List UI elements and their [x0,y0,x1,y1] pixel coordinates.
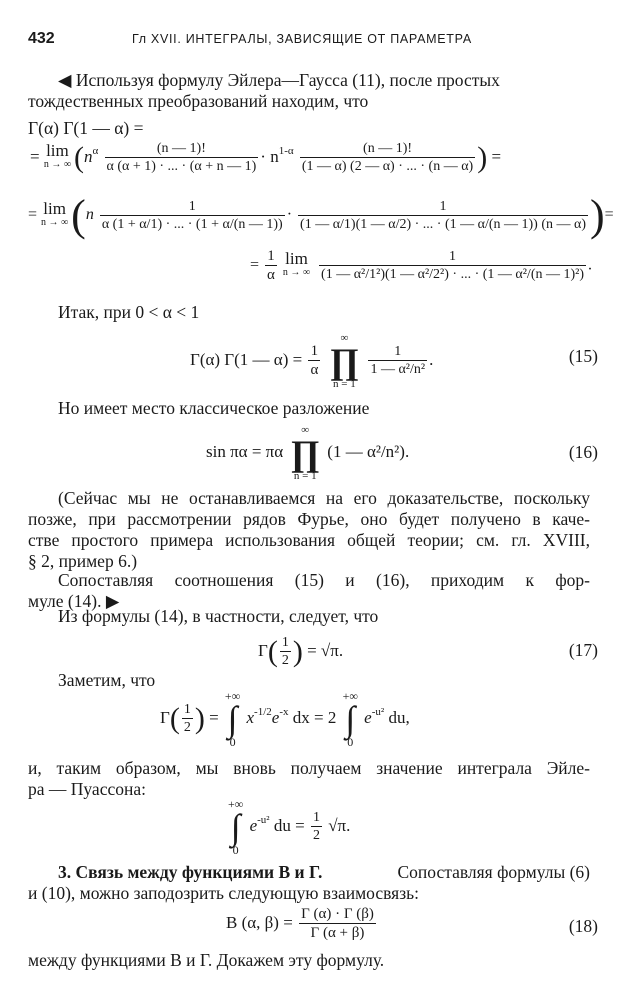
eq17-rhs: = √π. [307,640,344,660]
remark-line-2: позже, при рассмотрении рядов Фурье, оно будет получено в каче- [28,509,590,529]
lim-label: lim [285,249,308,268]
one-over-alpha-numerator: 1 [265,248,277,266]
equals-sign: = [250,256,260,274]
multiply-dot: · [286,206,293,224]
equals-sign: = [28,206,38,224]
one-over-alpha-denominator: α [267,267,275,283]
integral-2 [343,690,358,748]
section-title: 3. Связь между функциями B и Γ. [58,862,323,882]
product-sign: ∏ [329,341,360,381]
fraction-2-denominator: (1 — α/1)(1 — α/2) · ... · (1 — α/(n — 1)) (n — α) [300,216,586,232]
equals-sign-end: = [604,206,614,224]
dot-n: · n [260,146,279,166]
final-line: между функциями B и Γ. Докажем эту формулу. [28,950,385,970]
one-half-numerator: 1 [183,702,191,717]
fraction-1-denominator: α (1 + α/1) · ... · (1 + α/(n — 1)) [101,216,283,232]
equation-number-18: (18) [568,916,598,936]
e-exponent: -u² [257,813,270,826]
gamma-half-equation [160,690,410,748]
thus-line-1: и, таким образом, мы вновь получаем значение интеграла Эйле- [28,758,590,778]
one-half-denominator: 2 [312,828,320,843]
one-over-alpha [265,248,277,284]
integrand-e: e [271,707,280,727]
fraction-2-numerator: 1 [298,198,588,216]
section-line-2: и (10), можно заподозрить следующую взаимосвязь: [28,883,419,903]
fraction-1-denominator: α (α + 1) · ... · (α + n — 1) [106,159,257,174]
alpha-exponent: α [92,144,99,157]
notice-line: Заметим, что [58,670,156,690]
right-paren: ) [194,702,205,735]
product-operator [330,332,360,390]
derivation-row-1 [30,140,501,176]
lim-label: lim [46,141,69,160]
integral-2-upper: +∞ [342,689,358,703]
derivation-lhs: Γ(α) Γ(1 — α) = [28,118,144,138]
limit-fraction-numerator: 1 [319,248,586,266]
eq16-lhs: sin πα = πα [206,441,284,461]
equation-number-15: (15) [568,346,598,366]
intro-line-1: ◀ Используя формулу Эйлера—Гаусса (11), после простых [58,70,500,90]
gamma-symbol: Γ [160,707,170,727]
eq18-fraction-numerator: Γ (α) · Γ (β) [301,906,374,922]
e-exponent: -x [279,705,289,718]
equation-16 [206,424,409,482]
du: du, [388,707,410,727]
integrand-e-u: e [364,707,372,727]
remark-line-1: (Сейчас мы не останавливаемся на его доказательстве, поскольку [58,488,590,508]
classic-line: Но имеет место классическое разложение [58,398,370,418]
equation-number-17: (17) [568,640,598,660]
one-half [182,701,193,737]
n-symbol: n [83,146,93,166]
eq15-fraction [368,343,427,379]
integral-operator [228,798,243,856]
eq15-coef-denominator: α [310,362,319,378]
dx-equals-two: dx = 2 [292,707,337,727]
integral-sign: ∫ [227,699,238,739]
lim-label: lim [43,198,66,218]
fraction-2-denominator: (1 — α) (2 — α) · ... · (n — α) [301,159,474,174]
follows-line: Из формулы (14), в частности, следует, что [58,606,379,626]
fraction-2 [298,198,588,234]
integral-sign: ∫ [345,699,356,739]
right-paren: ) [590,191,605,240]
equation-18 [226,906,378,942]
eq15-tail: . [429,349,434,369]
one-half [311,809,322,845]
equation-number-16: (16) [568,442,598,462]
x-exponent: -1/2 [254,705,272,718]
product-sign: ∏ [290,433,321,473]
limit-operator [43,141,71,172]
one-half-denominator: 2 [183,720,191,735]
remark-line-3: стве простого примера использования общей теории; см. гл. XVIII, [28,530,590,550]
section-line-1-rest: Сопоставляя формулы (6) [397,862,590,882]
integral-1 [225,690,240,748]
integral-2-lower: 0 [347,735,354,749]
eq15-coefficient [308,343,320,379]
equals-sign: = [30,146,40,166]
fraction-1 [105,140,259,176]
integral-1-lower: 0 [229,735,236,749]
equals-sign: = [209,707,219,727]
lim-subscript: n → ∞ [282,267,311,278]
fraction-1 [100,198,285,234]
integral-lower: 0 [232,843,239,857]
fraction-2-numerator: (n — 1)! [300,140,475,158]
running-title: Гл XVII. ИНТЕГРАЛЫ, ЗАВИСЯЩИЕ ОТ ПАРАМЕТРА [132,32,472,46]
limit-operator [41,198,69,230]
eq18-fraction [299,906,376,942]
integrand-x: x [246,707,255,727]
du-equals: du = [273,815,305,835]
integral-1-upper: +∞ [224,689,241,703]
eq15-fraction-numerator: 1 [368,343,427,361]
integral-sign: ∫ [230,807,241,847]
product-operator [290,424,320,482]
eq15-fraction-denominator: 1 — α²/n² [370,362,426,377]
derivation-row-2 [28,190,614,241]
eq16-body: (1 — α²/n²). [327,441,410,461]
compare-line-1: Сопоставляя соотношения (15) и (16), приходим к фор- [58,570,590,590]
page-header [28,30,598,54]
equation-17 [258,634,343,670]
fraction-1-numerator: (n — 1)! [105,140,259,158]
poisson-integral [226,798,350,856]
eq15-lhs: Γ(α) Γ(1 — α) = [190,349,303,369]
integrand-e: e [249,815,258,835]
itak-line: Итак, при 0 < α < 1 [58,302,200,322]
right-paren: ) [292,635,303,668]
left-paren: ( [73,141,84,174]
period: . [588,256,593,274]
gamma-symbol: Γ [258,640,268,660]
sqrt-pi: √π. [328,815,351,835]
section-heading-line [58,862,590,883]
eq18-lhs: B (α, β) = [226,912,293,932]
product-upper: ∞ [340,332,349,344]
remark-line-4: § 2, пример 6.) [28,551,138,571]
lim-subscript: n → ∞ [41,216,69,228]
intro-line-2: тождественных преобразований находим, что [28,91,369,111]
derivation-row-3 [250,248,592,284]
limit-operator [282,249,311,280]
fraction-1-numerator: 1 [100,198,285,216]
equation-15 [190,332,433,390]
lim-subscript: n → ∞ [43,159,71,170]
n-symbol: n [85,206,94,224]
one-half-numerator: 1 [312,810,320,825]
limit-fraction-denominator: (1 — α²/1²)(1 — α²/2²) · ... · (1 — α²/(n — 1)²) [321,267,585,282]
product-upper: ∞ [301,424,310,436]
equals-sign-end: = [491,146,502,166]
fraction-2 [300,140,475,176]
left-paren: ( [71,191,86,240]
one-half-numerator: 1 [281,635,289,650]
limit-fraction [319,248,586,284]
one-minus-alpha-exponent: 1-α [278,144,294,157]
eq18-fraction-denominator: Γ (α + β) [310,925,365,941]
page-number: 432 [28,30,55,47]
one-half-denominator: 2 [281,653,289,668]
product-lower: n = 1 [333,378,356,390]
left-paren: ( [267,635,278,668]
thus-line-2: ра — Пуассона: [28,779,146,799]
eq15-coef-numerator: 1 [308,343,320,361]
product-lower: n = 1 [293,470,317,482]
one-half [280,634,291,670]
compare-line-2: муле (14). ▶ [28,591,120,611]
integral-upper: +∞ [228,797,244,811]
u-exponent: -u² [371,705,385,718]
left-paren: ( [169,702,180,735]
right-paren: ) [477,141,488,174]
